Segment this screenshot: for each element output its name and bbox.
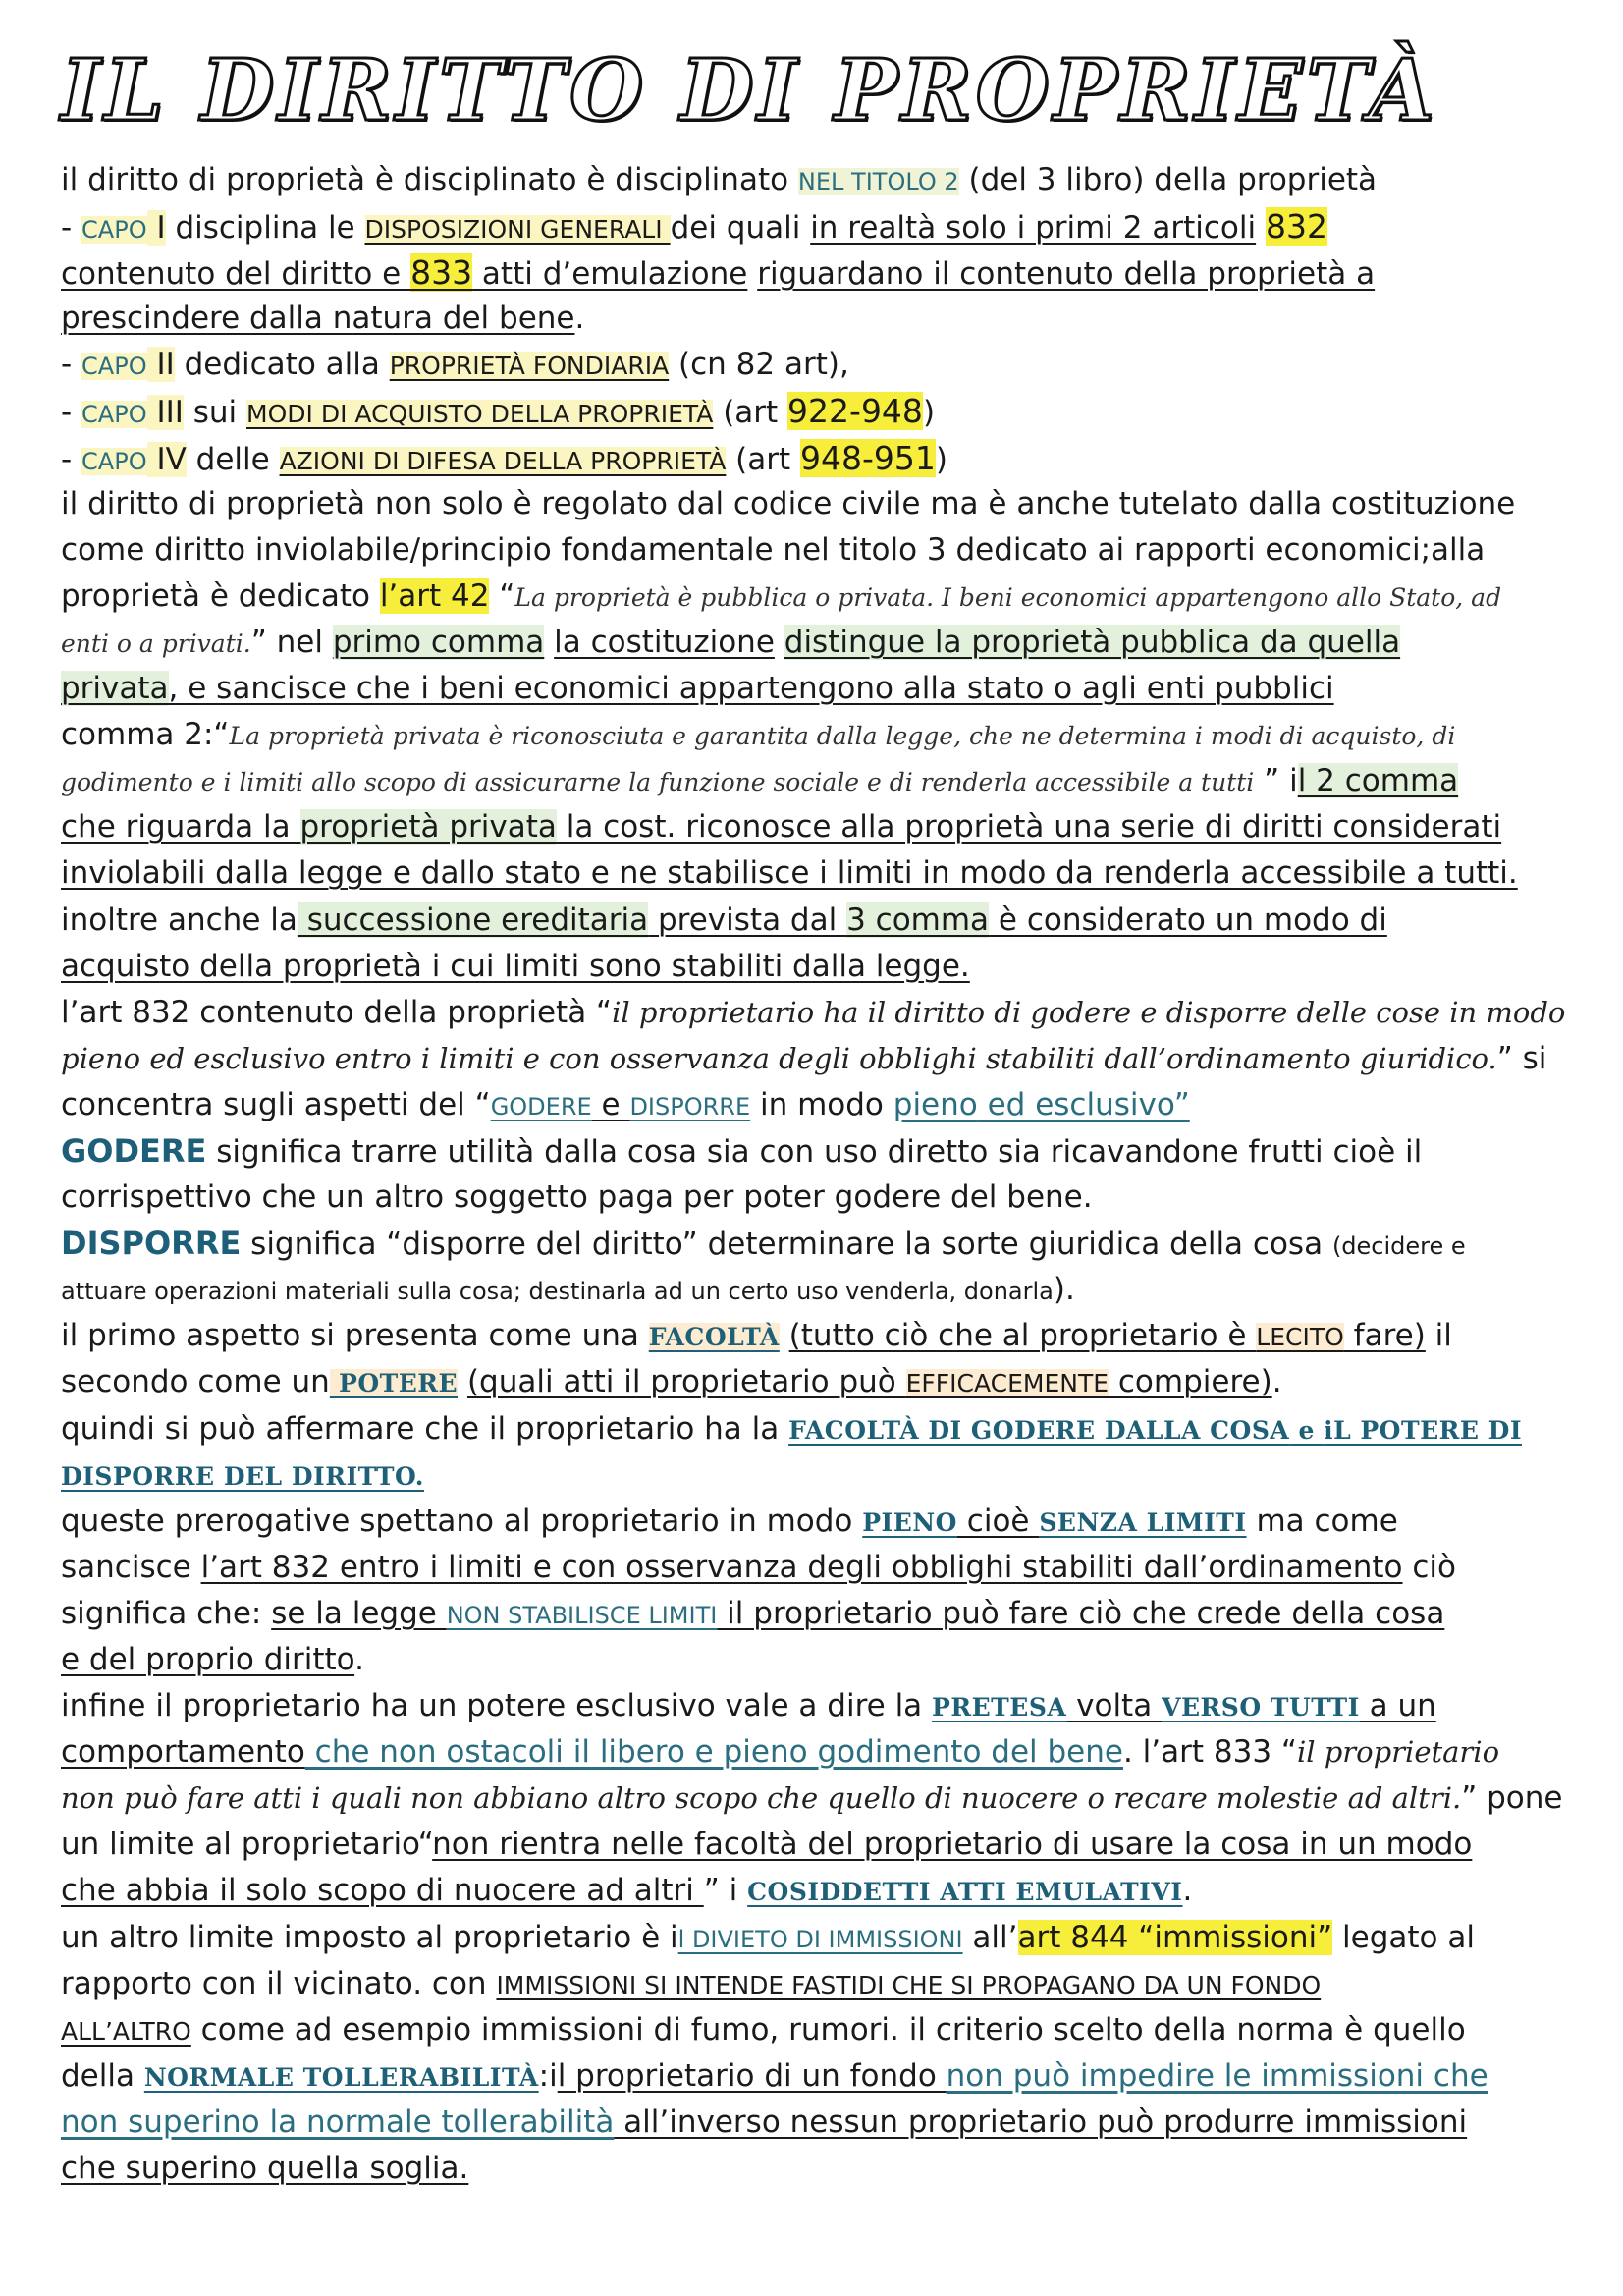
text-run: un limite al proprietario“ [61, 1827, 433, 1863]
text-run: COSIDDETTI ATTI EMULATIVI [747, 1878, 1183, 1907]
text-run: 832 [1265, 207, 1327, 246]
text-line [61, 1036, 1573, 1082]
text-line [61, 2007, 1573, 2053]
text-run: rapporto con il vicinato. con [61, 1965, 497, 2001]
text-run: inoltre anche la [61, 902, 298, 938]
text-run: come diritto inviolabile/principio fondamentale nel titolo 3 dedicato ai rapporti economici;alla [61, 531, 1486, 568]
text-run: come ad esempio immissioni di fumo, rumori. il criterio scelto della norma è quello [190, 2011, 1466, 2048]
text-run: (decidere e [1331, 1232, 1466, 1261]
text-run: dedicato alla [174, 347, 390, 383]
text-run: la costituzione [554, 624, 775, 660]
text-run: a un [1359, 1688, 1436, 1724]
text-run: in modo [750, 1086, 893, 1122]
text-run: proprietà è dedicato [61, 577, 380, 614]
text-run: comportamento [61, 1734, 305, 1771]
text-run: corrispettivo che un altro soggetto paga per poter godere del bene. [61, 1179, 1093, 1216]
text-run: il proprietario [1296, 1735, 1500, 1770]
text-run: non può impedire le immissioni che [946, 2057, 1488, 2094]
text-line [61, 2100, 1573, 2146]
text-line [61, 342, 1573, 388]
text-run: in realtà solo i primi 2 articoli [810, 210, 1257, 246]
text-line [61, 620, 1573, 666]
text-run: (art [726, 441, 801, 477]
text-run [458, 1364, 467, 1399]
text-run: 948-951 [800, 438, 936, 477]
text-run: LECITO [1256, 1323, 1344, 1352]
text-line [61, 1267, 1573, 1313]
text-run: SENZA LIMITI [1039, 1507, 1247, 1537]
text-run [780, 1318, 789, 1353]
text-run: ed esclusivo” [977, 1086, 1190, 1122]
text-line [61, 1499, 1573, 1545]
text-run: cioè [956, 1503, 1040, 1539]
text-run: EFFICACEMENTE [905, 1369, 1109, 1398]
text-run: il [1425, 1318, 1452, 1354]
text-line [61, 1961, 1573, 2007]
text-run: DISPORRE [629, 1092, 751, 1121]
text-run: non rientra nelle facoltà del proprietario di usare la cosa in un modo [432, 1827, 1473, 1863]
text-run: PROPRIETÀ FONDIARIA [389, 352, 670, 381]
text-run: godimento e i limiti allo scopo di assicurarne la funzione sociale e di renderla accessibile a tutti [61, 768, 1255, 797]
text-run: il diritto di proprietà non solo è regolato dal codice civile ma è anche tutelato dalla costituzione [61, 485, 1516, 521]
text-line [61, 1313, 1573, 1359]
text-run: dei quali [670, 210, 811, 246]
text-run: proprietà privata [299, 809, 557, 846]
text-run: contenuto del diritto e [61, 256, 411, 293]
text-run: POTERE [329, 1369, 459, 1398]
text-run: significa trarre utilità dalla cosa sia con uso diretto sia ricavandone frutti cioè il [206, 1133, 1423, 1170]
text-run: GODERE [61, 1131, 207, 1170]
text-run: :i [538, 2057, 558, 2094]
text-run: 833 [410, 253, 473, 293]
text-run: La proprietà è pubblica o privata. I beni economici appartengono allo Stato, ad [514, 582, 1502, 612]
text-line [61, 527, 1573, 574]
text-run: inviolabili dalla legge e dallo stato e ne stabilisce i limiti in modo da renderla accessibile a tutti. [61, 855, 1518, 892]
text-run: . [574, 301, 585, 337]
text-line [61, 157, 1573, 203]
text-run: (quali atti il proprietario può [466, 1364, 906, 1400]
text-run: VERSO TUTTI [1162, 1693, 1360, 1722]
text-line [61, 435, 1573, 481]
text-run: che riguarda la [61, 809, 300, 846]
text-run: prevista dal [648, 902, 847, 938]
text-run: DISPORRE DEL DIRITTO. [61, 1461, 425, 1491]
text-run: il proprietario può fare ciò che crede della cosa [717, 1595, 1445, 1631]
text-run: NON STABILISCE LIMITI [446, 1601, 718, 1629]
text-run: successione ereditaria [297, 902, 649, 938]
text-line [61, 296, 1573, 342]
text-line [61, 850, 1573, 897]
text-run: che abbia il solo scopo di nuocere ad altri [61, 1873, 704, 1909]
text-run: CAPO [81, 353, 147, 381]
text-run: AZIONI DI DIFESA DELLA PROPRIETÀ [279, 446, 727, 475]
text-run: iL POTERE DI [1324, 1415, 1523, 1445]
text-run: ” nel [250, 624, 333, 660]
text-run: il primo aspetto si presenta come una [61, 1318, 649, 1354]
text-run: NORMALE TOLLERABILITÀ [143, 2062, 539, 2092]
text-run: prescindere dalla natura del bene [61, 301, 575, 337]
text-run: quindi si può affermare che il proprietario ha la [61, 1410, 789, 1447]
text-run: all’ [962, 1919, 1018, 1955]
text-run: ALL’ALTRO [61, 2016, 191, 2046]
text-run: . l’art 833 “ [1122, 1734, 1297, 1771]
text-line [61, 1128, 1573, 1175]
text-run: disciplina le [165, 210, 365, 246]
text-run: se la legge [271, 1595, 447, 1631]
text-run: (tutto ciò che al proprietario è [788, 1318, 1257, 1354]
text-run: della [61, 2057, 144, 2094]
text-run: e del proprio diritto [61, 1642, 355, 1677]
text-run: pieno [893, 1086, 978, 1122]
text-run: CAPO [81, 401, 147, 429]
text-run: La proprietà privata è riconosciuta e garantita dalla legge, che ne determina i modi di acquisto, di [229, 722, 1456, 751]
text-run [747, 256, 757, 292]
text-run: CAPO [81, 447, 147, 475]
text-run: NEL TITOLO 2 [797, 168, 959, 195]
text-run: PRETESA [932, 1693, 1067, 1722]
text-run: . [1182, 1873, 1193, 1909]
text-run: compiere) [1109, 1364, 1272, 1400]
text-line [61, 1406, 1573, 1452]
text-run: PIENO [862, 1507, 957, 1537]
page-title: IL DIRITTO DI PROPRIETÀ [61, 41, 1438, 140]
text-run: il proprietario ha il diritto di godere e disporre delle cose in modo [612, 995, 1566, 1029]
text-line [61, 898, 1573, 944]
text-run: e [1289, 1415, 1325, 1445]
text-run: IMMISSIONI SI INTENDE FASTIDI CHE SI PROPAGANO DA UN FONDO [496, 1970, 1322, 1999]
text-line [61, 249, 1573, 296]
text-run: volta [1066, 1688, 1163, 1724]
text-run: infine il proprietario ha un potere esclusivo vale a dire la [61, 1688, 933, 1724]
text-run: primo comma [332, 624, 545, 660]
text-run: , e sancisce che i beni economici appartengono alla stato o agli enti pubblici [168, 671, 1334, 707]
text-line [61, 1452, 1573, 1499]
text-run: concentra sugli aspetti del “ [61, 1086, 491, 1122]
text-run: ) [922, 395, 936, 431]
text-run [775, 625, 784, 660]
text-run: - [61, 395, 82, 431]
text-line [61, 990, 1573, 1036]
text-line [61, 1637, 1573, 1683]
text-run: ” pone [1461, 1780, 1563, 1817]
text-line [61, 2146, 1573, 2192]
text-run: l’art 832 entro i limiti e con osservanza degli obblighi stabiliti dall’ordinamento [200, 1549, 1403, 1585]
text-run: è considerato un modo di [989, 902, 1387, 938]
text-run: (art [713, 395, 788, 431]
text-run: l 2 comma [1297, 763, 1459, 799]
text-run: - [61, 441, 82, 477]
text-run: non può fare atti i quali non abbiano altro scopo che quello di nuocere o recare molestie ad altri. [61, 1781, 1462, 1816]
text-run: FACOLTÀ DI GODERE DALLA COSA [788, 1415, 1290, 1445]
text-run: sancisce [61, 1549, 201, 1585]
text-run: significa che: [61, 1595, 272, 1631]
text-run: . [354, 1642, 364, 1677]
text-run: all’inverso nessun proprietario può produrre immissioni [614, 2104, 1468, 2140]
text-run: DISPOSIZIONI GENERALI [364, 215, 671, 245]
text-run: enti o a privati. [61, 629, 251, 658]
text-run: che non ostacoli il libero e pieno godimento del bene [304, 1734, 1123, 1771]
text-line [61, 2053, 1573, 2100]
text-run: l proprietario di un fondo [557, 2057, 947, 2094]
text-run: distingue la proprietà pubblica da quella [784, 624, 1401, 660]
text-run: ” i [1254, 763, 1298, 799]
text-run: delle [186, 441, 280, 477]
text-run: I [146, 210, 166, 246]
text-run: non superino la normale tollerabilità [61, 2104, 615, 2140]
text-run: pieno ed esclusivo entro i limiti e con osservanza degli obblighi stabiliti dall’ordinamento giuridico. [61, 1041, 1497, 1075]
text-run: privata [61, 671, 169, 707]
document-body [61, 157, 1573, 2192]
text-run: . [1271, 1364, 1282, 1400]
text-run: e [591, 1086, 630, 1122]
text-run: atti d’emulazione [472, 256, 748, 293]
text-run: l’art 832 contenuto della proprietà “ [61, 994, 613, 1030]
text-run: IV [146, 441, 187, 477]
text-line [61, 712, 1573, 758]
text-run: significa “disporre del diritto” determinare la sorte giuridica della cosa [241, 1227, 1332, 1263]
text-line [61, 1591, 1573, 1637]
text-line [61, 481, 1573, 527]
text-run: ciò [1402, 1549, 1457, 1585]
text-run: GODERE [490, 1092, 592, 1121]
text-run: ) [935, 441, 948, 477]
text-line [61, 203, 1573, 249]
text-line [61, 1221, 1573, 1267]
text-line [61, 1359, 1573, 1405]
text-line [61, 804, 1573, 850]
text-run: queste prerogative spettano al proprietario in modo [61, 1503, 863, 1539]
text-run: - [61, 210, 82, 246]
text-run: “ [489, 577, 515, 614]
text-run: riguardano il contenuto della proprietà a [757, 256, 1376, 293]
text-run [544, 625, 554, 660]
text-run: ” i [703, 1873, 748, 1909]
text-run: attuare operazioni materiali sulla cosa; destinarla ad un certo uso venderla, donarla [61, 1278, 1054, 1306]
text-run: ma come [1246, 1503, 1398, 1539]
text-line [61, 1545, 1573, 1591]
text-line [61, 1175, 1573, 1221]
text-run: DISPORRE [61, 1225, 242, 1263]
text-line [61, 388, 1573, 434]
text-line [61, 944, 1573, 990]
text-line [61, 1776, 1573, 1822]
text-run: 922-948 [787, 392, 923, 431]
text-run: fare) [1343, 1318, 1426, 1354]
text-line [61, 1729, 1573, 1776]
text-run: legato al [1332, 1919, 1475, 1955]
text-run: l DIVIETO DI IMMISSIONI [677, 1925, 963, 1953]
text-line [61, 1868, 1573, 1914]
text-run: CAPO [81, 216, 147, 245]
text-run: 3 comma [846, 902, 990, 938]
text-run: ” si [1496, 1040, 1547, 1076]
text-run: MODI DI ACQUISTO DELLA PROPRIETÀ [246, 400, 714, 429]
text-run: II [146, 347, 175, 383]
text-line [61, 1822, 1573, 1868]
text-line [61, 1915, 1573, 1961]
text-run: (del 3 libro) della proprietà [958, 162, 1378, 197]
text-run: acquisto della proprietà i cui limiti sono stabiliti dalla legge. [61, 948, 970, 984]
text-run: secondo come un [61, 1364, 330, 1400]
text-line [61, 1683, 1573, 1729]
text-run: art 844 “immissioni” [1017, 1919, 1333, 1955]
text-run: III [146, 395, 184, 431]
text-line [61, 1082, 1573, 1128]
text-run: FACOLTÀ [648, 1323, 780, 1352]
text-run [1256, 210, 1266, 246]
text-run: sui [183, 395, 247, 431]
text-line [61, 574, 1573, 620]
text-run: ). [1053, 1272, 1075, 1308]
text-run: comma 2:“ [61, 717, 230, 753]
text-run: che superino quella soglia. [61, 2151, 469, 2187]
text-run: l’art 42 [379, 577, 490, 614]
text-run: - [61, 347, 82, 383]
text-run: il diritto di proprietà è disciplinato è disciplinato [61, 162, 798, 197]
text-run: (cn 82 art), [669, 347, 849, 383]
text-line [61, 666, 1573, 712]
text-line [61, 758, 1573, 804]
text-run: un altro limite imposto al proprietario è i [61, 1919, 678, 1955]
text-run: la cost. riconosce alla proprietà una serie di diritti considerati [556, 809, 1502, 846]
